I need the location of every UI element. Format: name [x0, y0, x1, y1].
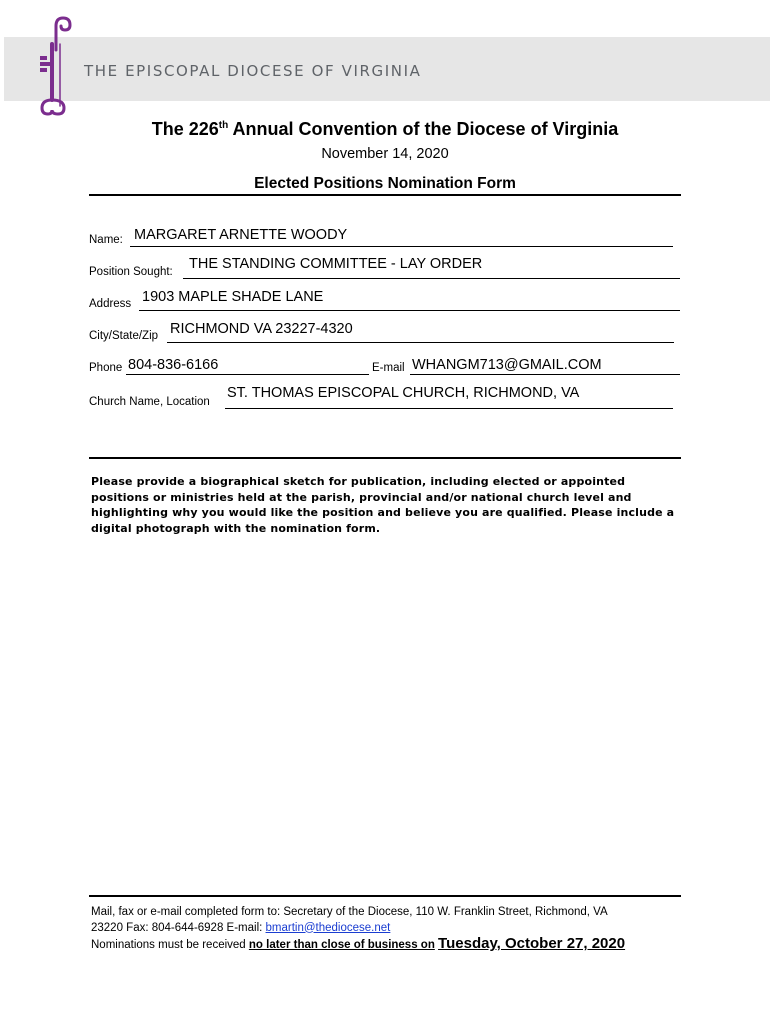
city-line [167, 342, 674, 343]
convention-title: The 226th Annual Convention of the Diocese of Virginia [151, 119, 619, 139]
footer [91, 905, 691, 954]
email-label: E-mail [372, 362, 405, 374]
church-field[interactable]: ST. THOMAS EPISCOPAL CHURCH, RICHMOND, VA [227, 385, 580, 401]
phone-label: Phone [89, 362, 123, 374]
bio-instructions: Please provide a biographical sketch for publication, including elected or appointed positions or ministries held at the parish, provincial and/or national church level and highlighting why you would like the position and believe you are qualified. Please include a digital photograph with the nomination form. [91, 475, 675, 535]
position-line [183, 278, 680, 279]
position-field[interactable]: THE STANDING COMMITTEE - LAY ORDER [189, 256, 483, 272]
contact-line: 23220 Fax: 804-644-6928 E-mail: bmartin@thediocese.net [91, 921, 391, 934]
mailing-address: Mail, fax or e-mail completed form to: Secretary of the Diocese, 110 W. Franklin Street, Richmond, VA [91, 906, 608, 918]
city-label: City/State/Zip [89, 330, 159, 342]
deadline-line: Nominations must be received no later than close of business on Tuesday, October 27, 2020 [91, 935, 626, 952]
position-label: Position Sought: [89, 266, 173, 278]
deadline-date: Tuesday, October 27, 2020 [438, 935, 626, 952]
address-field[interactable]: 1903 MAPLE SHADE LANE [142, 289, 324, 305]
deadline-condition: no later than close of business on [248, 939, 435, 951]
church-label: Church Name, Location [89, 396, 210, 408]
name-line [130, 246, 673, 247]
email-line [410, 374, 680, 375]
form-title: Elected Positions Nomination Form [254, 175, 516, 192]
footer-divider [89, 895, 681, 897]
name-label: Name: [89, 234, 123, 246]
fields-divider [89, 457, 681, 459]
secretary-email-link[interactable]: bmartin@thediocese.net [265, 921, 391, 934]
city-state-zip-field[interactable]: RICHMOND VA 23227-4320 [170, 321, 353, 337]
email-field[interactable]: WHANGM713@GMAIL.COM [412, 357, 602, 373]
phone-line [126, 374, 369, 375]
diocese-name: THE EPISCOPAL DIOCESE OF VIRGINIA [84, 62, 422, 80]
phone-field[interactable]: 804-836-6166 [128, 357, 219, 373]
address-line [139, 310, 680, 311]
name-field[interactable]: MARGARET ARNETTE WOODY [134, 227, 348, 243]
church-line [225, 408, 673, 409]
address-label: Address [89, 298, 132, 310]
title-divider [89, 194, 681, 196]
key-crozier-logo-icon [34, 14, 78, 120]
convention-date: November 14, 2020 [321, 146, 449, 162]
